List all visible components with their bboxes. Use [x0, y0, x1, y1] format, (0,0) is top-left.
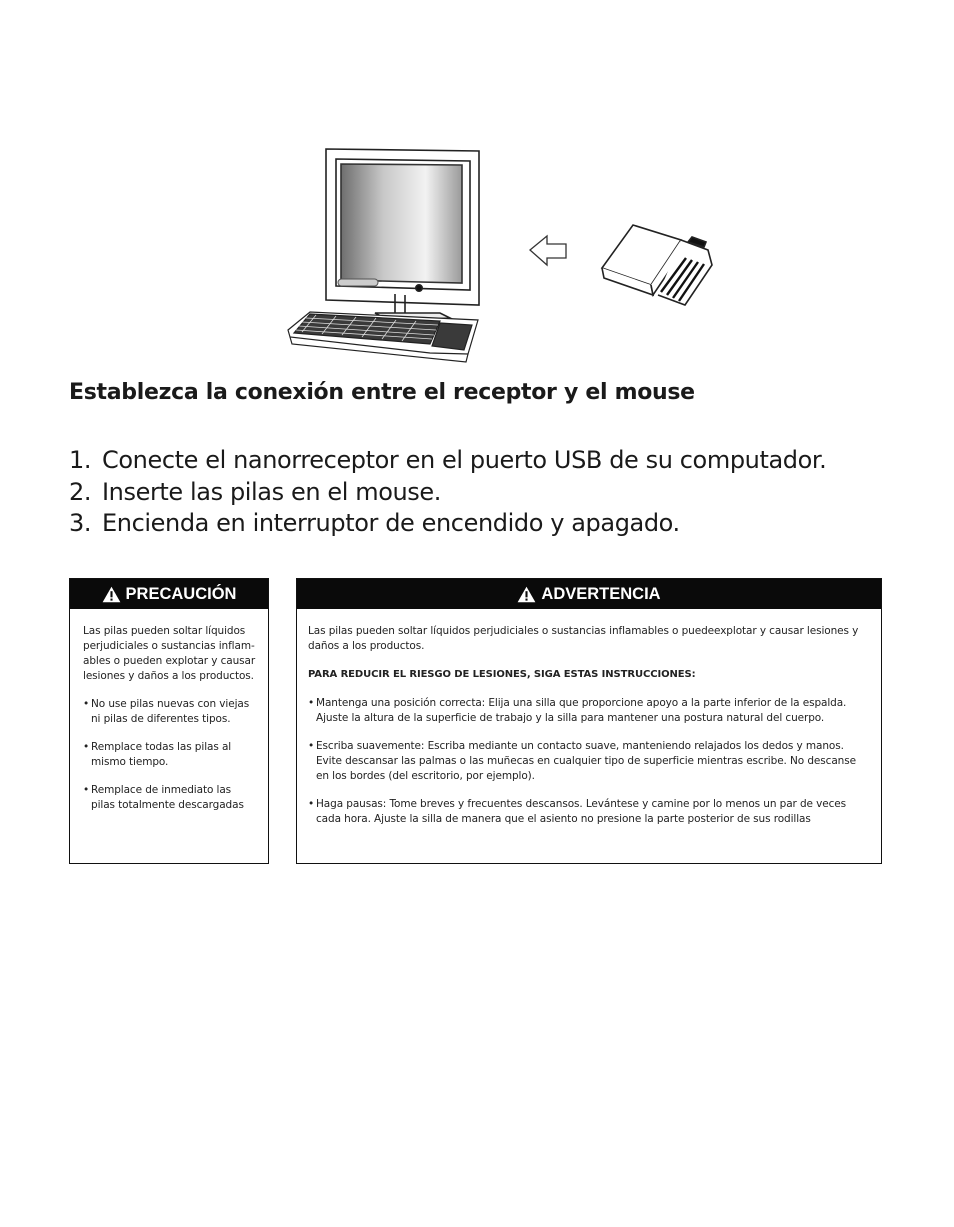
- list-item: [308, 739, 869, 784]
- list-item: [83, 697, 256, 727]
- warning-subhead: PARA REDUCIR EL RIESGO DE LESIONES, SIGA ESTAS INSTRUCCIONES:: [308, 669, 696, 680]
- caution-box: [69, 578, 269, 864]
- bullet-char: •: [83, 741, 90, 753]
- caution-header: [70, 579, 268, 609]
- list-item: [308, 797, 869, 827]
- step-item: [69, 508, 826, 540]
- warning-header: [297, 579, 881, 609]
- caution-body: [70, 609, 268, 813]
- warning-triangle-icon: [517, 586, 536, 603]
- warning-bullet-text: Mantenga una posición correcta: Elija una silla que proporcione apoyo a la parte inferior de la espalda. Ajuste la altura de la superficie de trabajo y la silla para mantener una postura natural del cuerpo.: [316, 697, 847, 724]
- caution-intro: Las pilas pueden soltar líquidos perjudiciales o sustancias inflam-ables o pueden explotar y causar lesiones y daños a los productos.: [83, 625, 256, 682]
- step-text: Conecte el nanorreceptor en el puerto USB de su computador.: [102, 446, 827, 474]
- receiver-connection-illustration: [280, 140, 730, 365]
- bullet-char: •: [308, 697, 315, 709]
- warning-body: [297, 609, 881, 827]
- usb-receiver-icon: [602, 225, 712, 305]
- step-item: [69, 445, 826, 477]
- keyboard-icon: [288, 312, 478, 362]
- warning-bullet-text: Escriba suavemente: Escriba mediante un contacto suave, manteniendo relajados los dedos y manos. Evite descansar las palmas o las muñecas en cualquier tipo de superficie mientras escribe. No descanse en los bordes (del escritorio, por ejemplo).: [316, 740, 856, 782]
- list-item: [308, 696, 869, 726]
- step-number: 2.: [69, 477, 92, 506]
- steps-list: [69, 445, 826, 540]
- step-text: Inserte las pilas en el mouse.: [102, 477, 441, 506]
- warning-triangle-icon: [102, 586, 121, 603]
- warning-intro: Las pilas pueden soltar líquidos perjudiciales o sustancias inflamables o puedeexplotar y causar lesiones y daños a los productos.: [308, 625, 859, 652]
- step-number: 3.: [69, 509, 92, 537]
- list-item: [83, 783, 256, 813]
- list-item: [83, 740, 256, 770]
- bullet-char: •: [308, 798, 315, 810]
- caution-bullet-text: Remplace todas las pilas al mismo tiempo.: [91, 741, 232, 768]
- bullet-char: •: [83, 784, 90, 796]
- step-text: Encienda en interruptor de encendido y apagado.: [102, 509, 680, 537]
- monitor-icon: [326, 149, 479, 321]
- section-heading: Establezca la conexión entre el receptor y el mouse: [69, 380, 695, 405]
- bullet-char: •: [308, 740, 315, 752]
- warning-bullet-text: Haga pausas: Tome breves y frecuentes descansos. Levántese y camine por lo menos un par de veces cada hora. Ajuste la silla de manera que el asiento no presione la parte posterior de sus rodillas: [316, 798, 847, 825]
- bullet-char: •: [83, 698, 90, 710]
- step-item: [69, 477, 826, 509]
- warning-box: [296, 578, 882, 864]
- caution-bullet-text: Remplace de inmediato las pilas totalmente descargadas: [91, 784, 244, 811]
- warning-title: ADVERTENCIA: [541, 584, 661, 603]
- caution-bullet-text: No use pilas nuevas con viejas ni pilas de diferentes tipos.: [91, 698, 250, 725]
- step-number: 1.: [69, 446, 92, 474]
- caution-title: PRECAUCIÓN: [125, 584, 237, 603]
- arrow-left-icon: [530, 236, 566, 265]
